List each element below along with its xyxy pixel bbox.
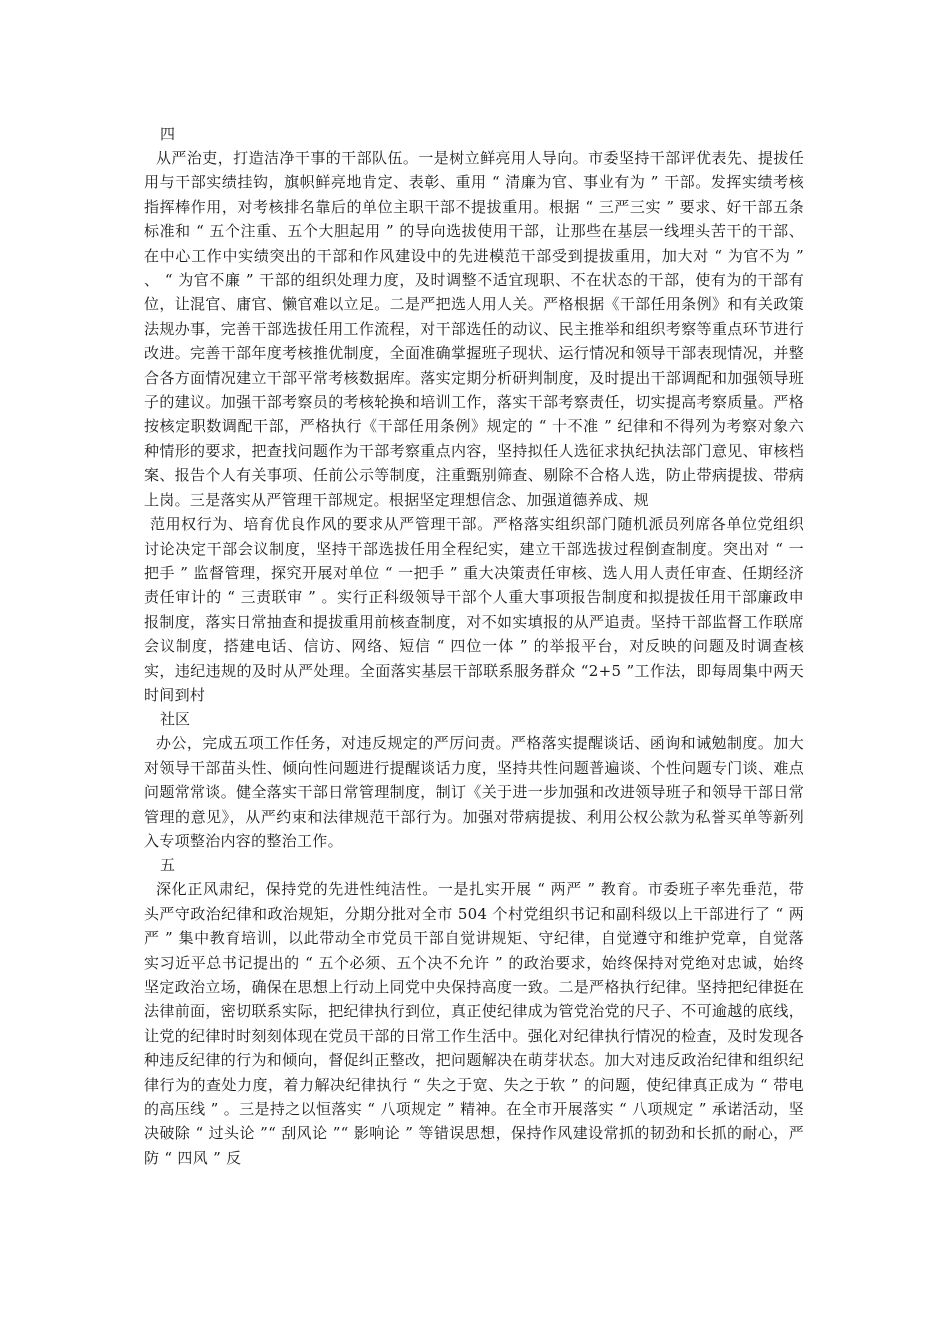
paragraph-discipline-cadres-part3: 办公，完成五项工作任务，对违反规定的严厉问责。严格落实提醒谈话、函询和诫勉制度。加大对领导干部苗头性、倾向性问题进行提醒谈话力度，坚持共性问题普遍谈、个性问题专门谈、难点问题常常谈。健全落实干部日常管理制度，制订《关于进一步加强和改进领导班子和领导干部日常管理的意见》，从严约束和法律规范干部行为。加强对带病提拔、利用公权公款为私誉买单等新列入专项整治内容的整治工作。 <box>144 734 804 850</box>
paragraph-party-discipline: 深化正风肃纪，保持党的先进性纯洁性。一是扎实开展 “ 两严 ” 教育。市委班子率先垂范，带头严守政治纪律和政治规矩，分期分批对全市 504 个村党组织书记和副科级以上干部进行了 “ 两严 ” 集中教育培训，以此带动全市党员干部自觉讲规矩、守纪律，自觉遵守和维护党章，自觉落实习近平总书记提出的 “ 五个必须、五个决不允许 ” 的政治要求，始终保持对党绝对忠诚，始终坚定政治立场，确保在思想上行动上同党中央保持高度一致。二是严格执行纪律。坚持把纪律挺在法律前面，密切联系实际，把纪律执行到位，真正使纪律成为管党治党的尺子、不可逾越的底线，让党的纪律时时刻刻体现在党员干部的日常工作生活中。强化对纪律执行情况的检查，及时发现各种违反纪律的行为和倾向，督促纠正整改，把问题解决在萌芽状态。加大对违反政治纪律和组织纪律行为的查处力度，着力解决纪律执行 “ 失之于宽、失之于软 ” 的问题，使纪律真正成为 “ 带电的高压线 ” 。三是持之以恒落实 “ 八项规定 ” 精神。在全市开展落实 “ 八项规定 ” 承诺活动，坚决破除 “ 过头论 ”“ 刮风论 ”“ 影响论 ” 等错误思想，保持作风建设常抓的韧劲和长抓的耐心，严防 “ 四风 ” 反 <box>144 880 804 1167</box>
paragraph-discipline-cadres-part2: 范用权行为、培育优良作风的要求从严管理干部。严格落实组织部门随机派员列席各单位党组织讨论决定干部会议制度，坚持干部选拔任用全程纪实，建立干部选拔过程倒查制度。突出对 “ 一把手 ” 监督管理，探究开展对单位 “ 一把手 ” 重大决策责任审核、选人用人责任审查、任期经济责任审计的 “ 三责联审 ” 。实行正科级领导干部个人重大事项报告制度和拟提拔任用干部廉政申报制度，落实日常抽查和提拔重用前核查制度，对不如实填报的从严追责。坚持干部监督工作联席会议制度，搭建电话、信访、网络、短信 “ 四位一体 ” 的举报平台，对反映的问题及时调查核实，违纪违规的及时从严处理。全面落实基层干部联系服务群众 “2+5 ”工作法，即每周集中两天时间到村 <box>144 515 804 704</box>
paragraph-discipline-cadres-part1: 从严治吏，打造洁净干事的干部队伍。一是树立鲜亮用人导向。市委坚持干部评优表先、提拔任用与干部实绩挂钩，旗帜鲜亮地肯定、表彰、重用 “ 清廉为官、事业有为 ” 干部。发挥实绩考核指挥棒作用，对考核排名靠后的单位主职干部不提拔重用。根据 “ 三严三实 ” 要求、好干部五条标准和 “ 五个注重、五个大胆起用 ” 的导向选拔使用干部，让那些在基层一线埋头苦干的干部、在中心工作中实绩突出的干部和作风建设中的先进模范干部受到提拔重用，加大对 “ 为官不为 ” 、 “ 为官不廉 ” 干部的组织处理力度，及时调整不适宜现职、不在状态的干部，使有为的干部有位，让混官、庸官、懒官难以立足。二是严把选人用人关。严格根据《干部任用条例》和有关政策法规办事，完善干部选拔任用工作流程，对干部选任的动议、民主推举和组织考察等重点环节进行改进。完善干部年度考核推优制度，全面准确掌握班子现状、运行情况和领导干部表现情况，并整合各方面情况建立干部平常考核数据库。落实定期分析研判制度，及时提出干部调配和加强领导班子的建议。加强干部考察员的考核轮换和培训工作，落实干部考察责任，切实提高考察质量。严格按核定职数调配干部，严格执行《干部任用条例》规定的 “ 十不准 ” 纪律和不得列为考察对象六种情形的要求，把查找问题作为干部考察重点内容，坚持拟任人选征求执纪执法部门意见、审核档案、报告个人有关事项、任前公示等制度，注重甄别筛查、剔除不合格人选，防止带病提拔、带病上岗。三是落实从严管理干部规定。根据坚定理想信念、加强道德养成、规 <box>144 149 804 509</box>
document-page <box>144 122 804 1170</box>
section-heading-four: 四 <box>160 125 176 143</box>
section-heading-community: 社区 <box>160 710 191 729</box>
section-heading-five: 五 <box>160 856 176 875</box>
